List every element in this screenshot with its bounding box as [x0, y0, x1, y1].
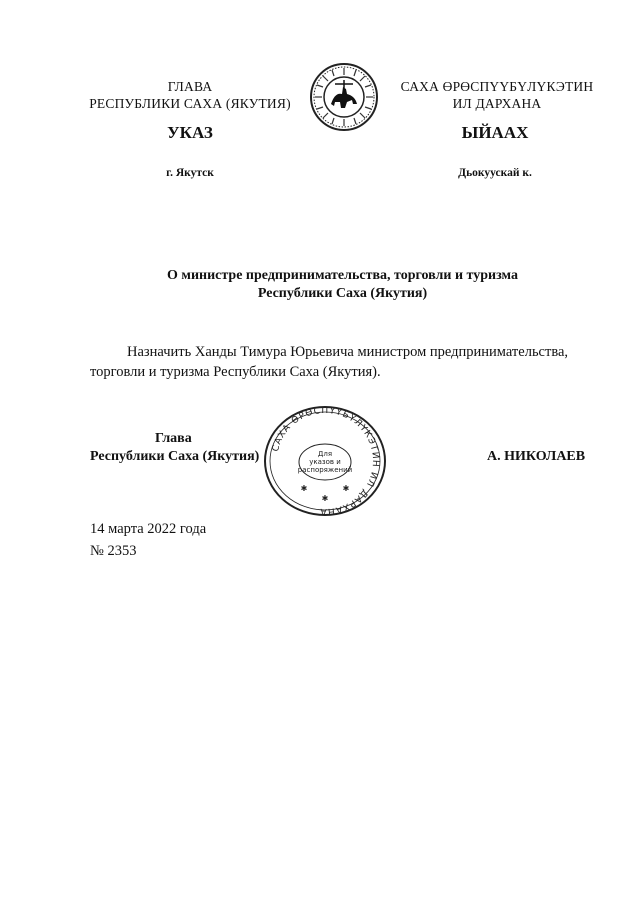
- stamp-inner-line2: указов и: [309, 458, 341, 466]
- header-right-block: [392, 78, 602, 112]
- stamp-star-icon: ✱: [342, 484, 350, 493]
- official-stamp: [262, 405, 388, 517]
- body-line2: торговли и туризма Республики Саха (Якутия).: [90, 364, 381, 380]
- stamp-ring-text: САХА ӨРӨСПҮҮБҮЛҮКЭТИН ИЛ ДАРХАНА: [270, 405, 381, 517]
- title-yiaakh: ЫЙААХ: [461, 123, 529, 142]
- city-left: г. Якутск: [166, 167, 214, 179]
- subject-line2: Республики Саха (Якутия): [257, 286, 428, 301]
- city-right: Дьокуускай к.: [458, 167, 532, 179]
- stamp-star-icon: ✱: [300, 484, 308, 493]
- header-right-line1: САХА ӨРӨСПҮҮБҮЛҮКЭТИН: [400, 79, 594, 94]
- subject-line1: О министре предпринимательства, торговли и туризма: [167, 268, 518, 283]
- header-left-block: [70, 78, 310, 112]
- stamp-inner-line3: распоряжений: [297, 466, 353, 474]
- stamp-star-icon: ✱: [321, 494, 329, 503]
- document-date: 14 марта 2022 года: [90, 521, 207, 537]
- body-paragraph: [90, 342, 600, 382]
- emblem-icon: [309, 62, 379, 132]
- signature-title-line2: Республики Саха (Якутия): [90, 449, 260, 464]
- header-left-line1: ГЛАВА: [167, 79, 213, 94]
- title-ukaz: УКАЗ: [167, 123, 213, 142]
- header-left-line2: РЕСПУБЛИКИ САХА (ЯКУТИЯ): [89, 96, 291, 111]
- document-subject: [90, 267, 595, 303]
- stamp-inner-line1: Для: [317, 450, 333, 458]
- document-number: № 2353: [90, 543, 137, 559]
- signature-name: А. НИКОЛАЕВ: [487, 449, 586, 464]
- body-line1: Назначить Ханды Тимура Юрьевича министром предпринимательства,: [127, 344, 569, 360]
- signature-title-line1: Глава: [155, 431, 192, 446]
- header-right-line2: ИЛ ДАРХАНА: [452, 96, 542, 111]
